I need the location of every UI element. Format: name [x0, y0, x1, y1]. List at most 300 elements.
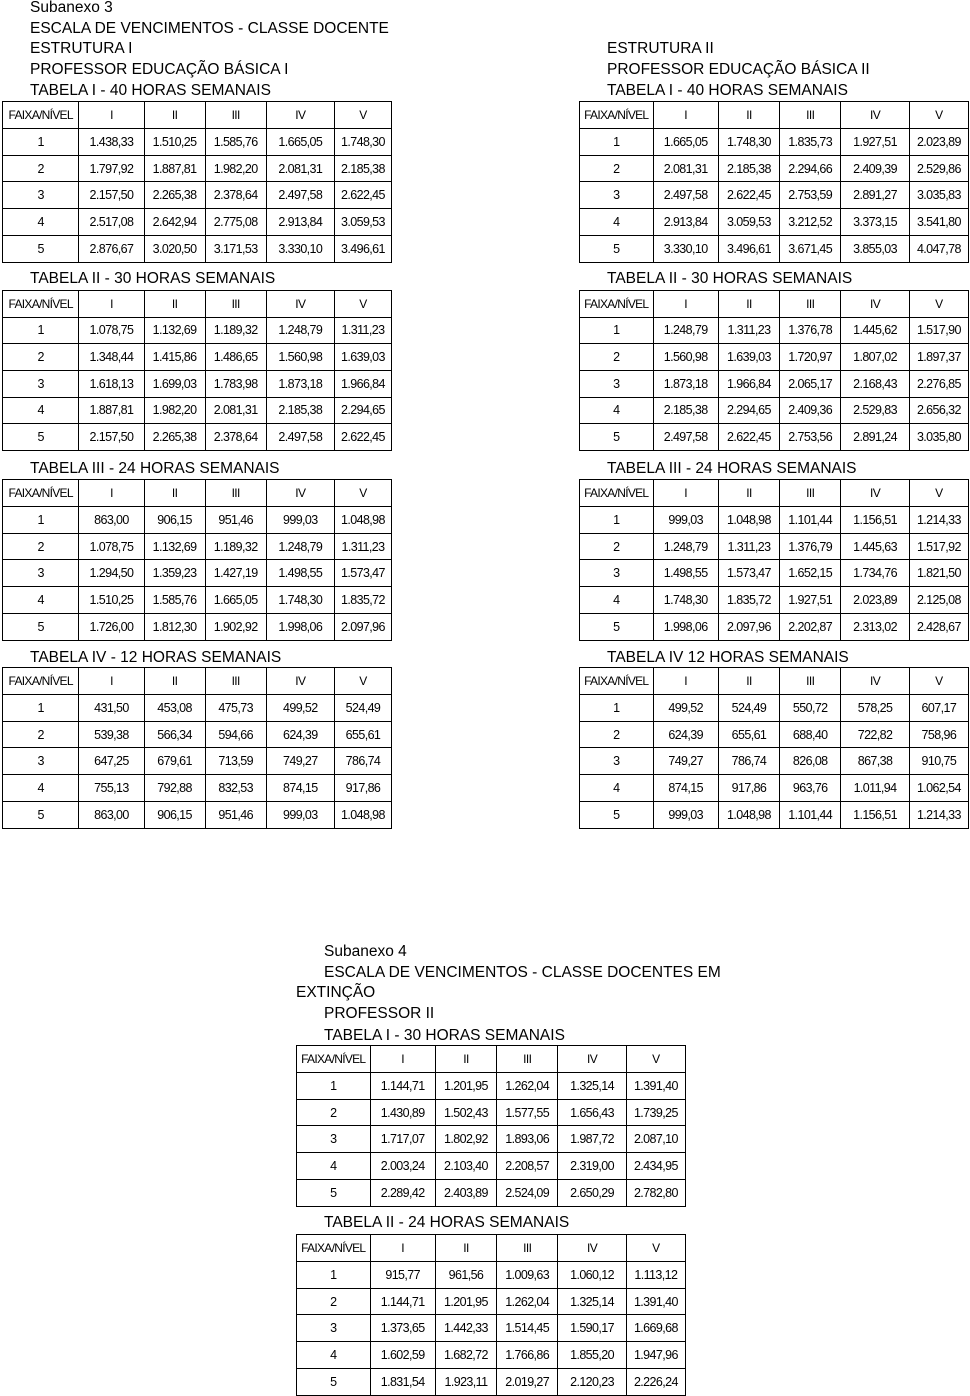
- salary-value-cell: 1.101,44: [780, 802, 841, 829]
- salary-value-cell: 1.445,62: [841, 317, 909, 344]
- salary-value-cell: 1.726,00: [79, 614, 144, 641]
- column-header-level: II: [718, 291, 779, 318]
- salary-value-cell: 999,03: [266, 802, 334, 829]
- table-header-row: [297, 1235, 686, 1262]
- salary-table: [2, 667, 392, 829]
- table-row: [580, 424, 969, 451]
- table-header-row: [3, 291, 392, 318]
- table-row: [580, 721, 969, 748]
- column-header-level: V: [909, 102, 968, 129]
- salary-value-cell: 2.087,10: [626, 1126, 685, 1153]
- column-header-level: I: [79, 668, 144, 695]
- salary-value-cell: 917,86: [334, 775, 391, 802]
- salary-value-cell: 1.998,06: [266, 614, 334, 641]
- salary-value-cell: 1.156,51: [841, 802, 909, 829]
- salary-table-grid: [579, 101, 969, 263]
- column-header-level: V: [334, 480, 391, 507]
- column-header-level: II: [718, 480, 779, 507]
- salary-value-cell: 3.330,10: [266, 236, 334, 263]
- row-label-faixa: 2: [580, 155, 654, 182]
- row-label-faixa: 4: [3, 775, 79, 802]
- salary-value-cell: 539,38: [79, 721, 144, 748]
- column-header-level: II: [144, 668, 205, 695]
- table-caption: TABELA II - 30 HORAS SEMANAIS: [607, 270, 853, 287]
- salary-value-cell: 2.656,32: [909, 397, 968, 424]
- salary-value-cell: 1.699,03: [144, 370, 205, 397]
- salary-value-cell: 915,77: [370, 1261, 435, 1288]
- salary-table-grid: [2, 290, 392, 451]
- row-label-faixa: 5: [297, 1369, 371, 1396]
- salary-value-cell: 1.048,98: [718, 506, 779, 533]
- column-header-level: IV: [841, 668, 909, 695]
- table-row: [580, 182, 969, 209]
- salary-value-cell: 1.831,54: [370, 1369, 435, 1396]
- salary-table: [2, 479, 392, 641]
- salary-value-cell: 2.157,50: [79, 182, 144, 209]
- salary-value-cell: 2.265,38: [144, 182, 205, 209]
- salary-value-cell: 1.665,05: [205, 587, 266, 614]
- salary-value-cell: 3.541,80: [909, 209, 968, 236]
- salary-value-cell: 1.573,47: [334, 560, 391, 587]
- salary-value-cell: 2.019,27: [497, 1369, 558, 1396]
- column-header-level: V: [626, 1235, 685, 1262]
- salary-value-cell: 2.185,38: [718, 155, 779, 182]
- table-row: [580, 317, 969, 344]
- row-label-faixa: 1: [297, 1072, 371, 1099]
- salary-value-cell: 2.294,66: [780, 155, 841, 182]
- salary-value-cell: 624,39: [266, 721, 334, 748]
- salary-value-cell: 2.081,31: [266, 155, 334, 182]
- salary-value-cell: 1.391,40: [626, 1072, 685, 1099]
- column-header-level: V: [334, 668, 391, 695]
- row-label-faixa: 3: [297, 1126, 371, 1153]
- salary-value-cell: 1.652,15: [780, 560, 841, 587]
- salary-value-cell: 566,34: [144, 721, 205, 748]
- salary-value-cell: 999,03: [653, 506, 718, 533]
- salary-value-cell: 2.403,89: [435, 1180, 496, 1207]
- salary-table: [579, 101, 969, 263]
- row-label-faixa: 1: [580, 694, 654, 721]
- salary-value-cell: 624,39: [653, 721, 718, 748]
- salary-value-cell: 2.913,84: [266, 209, 334, 236]
- column-header-level: I: [370, 1046, 435, 1073]
- column-header-level: V: [334, 102, 391, 129]
- salary-value-cell: 1.766,86: [497, 1342, 558, 1369]
- table-row: [3, 317, 392, 344]
- row-label-faixa: 4: [3, 397, 79, 424]
- row-label-faixa: 5: [580, 236, 654, 263]
- salary-value-cell: 1.294,50: [79, 560, 144, 587]
- salary-value-cell: 1.048,98: [334, 506, 391, 533]
- row-label-faixa: 1: [3, 128, 79, 155]
- salary-value-cell: 951,46: [205, 802, 266, 829]
- salary-value-cell: 3.059,53: [334, 209, 391, 236]
- subanexo3-title: Subanexo 3: [30, 0, 113, 16]
- column-header-level: IV: [841, 480, 909, 507]
- salary-value-cell: 1.156,51: [841, 506, 909, 533]
- table-row: [297, 1180, 686, 1207]
- salary-value-cell: 2.642,94: [144, 209, 205, 236]
- table-row: [297, 1072, 686, 1099]
- column-header-level: I: [79, 291, 144, 318]
- salary-value-cell: 3.020,50: [144, 236, 205, 263]
- column-header-level: IV: [558, 1235, 626, 1262]
- salary-value-cell: 961,56: [435, 1261, 496, 1288]
- salary-value-cell: 2.065,17: [780, 370, 841, 397]
- salary-value-cell: 1.982,20: [144, 397, 205, 424]
- table-row: [580, 775, 969, 802]
- salary-value-cell: 1.618,13: [79, 370, 144, 397]
- salary-value-cell: 4.047,78: [909, 236, 968, 263]
- salary-value-cell: 1.214,33: [909, 506, 968, 533]
- salary-value-cell: 1.966,84: [334, 370, 391, 397]
- row-label-faixa: 2: [297, 1288, 371, 1315]
- salary-value-cell: 1.359,23: [144, 560, 205, 587]
- salary-value-cell: 1.214,33: [909, 802, 968, 829]
- salary-value-cell: 2.265,38: [144, 424, 205, 451]
- table-caption: TABELA III - 24 HORAS SEMANAIS: [607, 460, 857, 477]
- salary-value-cell: 867,38: [841, 748, 909, 775]
- salary-value-cell: 3.212,52: [780, 209, 841, 236]
- salary-value-cell: 792,88: [144, 775, 205, 802]
- salary-value-cell: 1.560,98: [653, 344, 718, 371]
- salary-value-cell: 2.913,84: [653, 209, 718, 236]
- salary-table-grid: [2, 479, 392, 641]
- salary-value-cell: 863,00: [79, 802, 144, 829]
- salary-value-cell: 2.891,24: [841, 424, 909, 451]
- table-row: [580, 128, 969, 155]
- salary-value-cell: 749,27: [653, 748, 718, 775]
- salary-value-cell: 1.376,79: [780, 533, 841, 560]
- salary-table: [579, 479, 969, 641]
- salary-value-cell: 2.775,08: [205, 209, 266, 236]
- column-header-level: V: [909, 668, 968, 695]
- salary-value-cell: 1.078,75: [79, 533, 144, 560]
- salary-value-cell: 713,59: [205, 748, 266, 775]
- table-header-row: [580, 102, 969, 129]
- salary-value-cell: 3.330,10: [653, 236, 718, 263]
- salary-value-cell: 2.276,85: [909, 370, 968, 397]
- salary-value-cell: 2.891,27: [841, 182, 909, 209]
- row-label-faixa: 3: [3, 182, 79, 209]
- row-label-faixa: 3: [580, 182, 654, 209]
- row-label-faixa: 4: [580, 397, 654, 424]
- column-header-level: II: [435, 1046, 496, 1073]
- subanexo3-subtitle: ESCALA DE VENCIMENTOS - CLASSE DOCENTE: [30, 19, 389, 37]
- salary-value-cell: 906,15: [144, 506, 205, 533]
- salary-value-cell: 2.097,96: [718, 614, 779, 641]
- salary-value-cell: 786,74: [334, 748, 391, 775]
- salary-value-cell: 1.132,69: [144, 533, 205, 560]
- table-row: [297, 1288, 686, 1315]
- table-header-row: [3, 480, 392, 507]
- salary-value-cell: 874,15: [266, 775, 334, 802]
- column-header-level: IV: [841, 102, 909, 129]
- row-label-faixa: 4: [580, 209, 654, 236]
- row-label-faixa: 3: [3, 370, 79, 397]
- salary-value-cell: 688,40: [780, 721, 841, 748]
- table-row: [3, 802, 392, 829]
- table-caption: TABELA II - 30 HORAS SEMANAIS: [30, 270, 276, 287]
- table-header-row: [580, 668, 969, 695]
- column-header-level: III: [780, 102, 841, 129]
- row-label-faixa: 4: [580, 587, 654, 614]
- table-row: [3, 209, 392, 236]
- salary-value-cell: 1.665,05: [266, 128, 334, 155]
- table-row: [580, 560, 969, 587]
- column-header-level: III: [497, 1235, 558, 1262]
- salary-value-cell: 2.497,58: [653, 424, 718, 451]
- salary-value-cell: 3.373,15: [841, 209, 909, 236]
- table-row: [3, 370, 392, 397]
- row-label-faixa: 5: [3, 614, 79, 641]
- table-row: [3, 775, 392, 802]
- salary-value-cell: 1.189,32: [205, 317, 266, 344]
- salary-value-cell: 655,61: [334, 721, 391, 748]
- salary-value-cell: 1.748,30: [653, 587, 718, 614]
- salary-table: [296, 1045, 686, 1207]
- salary-value-cell: 1.797,92: [79, 155, 144, 182]
- table-row: [580, 236, 969, 263]
- salary-value-cell: 951,46: [205, 506, 266, 533]
- subanexo4-header: [296, 942, 721, 1024]
- column-header-level: II: [718, 102, 779, 129]
- column-header-level: IV: [266, 291, 334, 318]
- salary-value-cell: 594,66: [205, 721, 266, 748]
- salary-value-cell: 1.248,79: [653, 317, 718, 344]
- table-row: [580, 748, 969, 775]
- table-row: [580, 155, 969, 182]
- column-header-level: II: [435, 1235, 496, 1262]
- row-label-faixa: 1: [3, 506, 79, 533]
- column-header-level: III: [205, 102, 266, 129]
- salary-value-cell: 1.748,30: [334, 128, 391, 155]
- salary-value-cell: 1.348,44: [79, 344, 144, 371]
- row-label-faixa: 2: [3, 155, 79, 182]
- salary-value-cell: 1.048,98: [334, 802, 391, 829]
- table-row: [3, 397, 392, 424]
- salary-value-cell: 755,13: [79, 775, 144, 802]
- column-header-level: III: [205, 668, 266, 695]
- salary-value-cell: 1.807,02: [841, 344, 909, 371]
- salary-value-cell: 1.887,81: [144, 155, 205, 182]
- salary-value-cell: 1.855,20: [558, 1342, 626, 1369]
- salary-value-cell: 1.078,75: [79, 317, 144, 344]
- column-header-level: I: [653, 480, 718, 507]
- salary-value-cell: 2.650,29: [558, 1180, 626, 1207]
- table-row: [580, 694, 969, 721]
- salary-value-cell: 2.378,64: [205, 182, 266, 209]
- salary-table-grid: [296, 1045, 686, 1207]
- column-header-level: IV: [841, 291, 909, 318]
- row-label-faixa: 5: [580, 802, 654, 829]
- salary-value-cell: 1.517,92: [909, 533, 968, 560]
- column-header-level: I: [79, 102, 144, 129]
- column-header-level: III: [497, 1046, 558, 1073]
- salary-value-cell: 1.585,76: [205, 128, 266, 155]
- salary-table-grid: [2, 667, 392, 829]
- table-row: [580, 614, 969, 641]
- row-label-faixa: 2: [3, 344, 79, 371]
- subanexo4-subtitle-cont: EXTINÇÃO: [296, 984, 376, 1001]
- column-header-level: II: [718, 668, 779, 695]
- salary-value-cell: 1.873,18: [266, 370, 334, 397]
- table-row: [297, 1342, 686, 1369]
- subanexo3-header: [30, 0, 389, 80]
- salary-value-cell: 2.185,38: [334, 155, 391, 182]
- row-label-faixa: 2: [297, 1099, 371, 1126]
- table-row: [3, 155, 392, 182]
- salary-value-cell: 2.409,39: [841, 155, 909, 182]
- salary-value-cell: 524,49: [718, 694, 779, 721]
- salary-value-cell: 2.529,83: [841, 397, 909, 424]
- table-row: [580, 370, 969, 397]
- salary-value-cell: 3.035,80: [909, 424, 968, 451]
- salary-value-cell: 1.947,96: [626, 1342, 685, 1369]
- salary-value-cell: 906,15: [144, 802, 205, 829]
- column-header-faixa-nivel: FAIXA/NÍVEL: [580, 291, 654, 318]
- salary-value-cell: 1.060,12: [558, 1261, 626, 1288]
- salary-table: [579, 290, 969, 451]
- salary-value-cell: 1.748,30: [266, 587, 334, 614]
- salary-value-cell: 1.311,23: [334, 533, 391, 560]
- salary-value-cell: 874,15: [653, 775, 718, 802]
- salary-value-cell: 2.103,40: [435, 1153, 496, 1180]
- row-label-faixa: 5: [3, 802, 79, 829]
- salary-value-cell: 2.208,57: [497, 1153, 558, 1180]
- table-header-row: [297, 1046, 686, 1073]
- salary-value-cell: 1.783,98: [205, 370, 266, 397]
- salary-value-cell: 679,61: [144, 748, 205, 775]
- column-header-level: III: [780, 480, 841, 507]
- salary-value-cell: 1.248,79: [266, 317, 334, 344]
- salary-value-cell: 1.311,23: [334, 317, 391, 344]
- salary-value-cell: 2.497,58: [266, 182, 334, 209]
- salary-value-cell: 1.748,30: [718, 128, 779, 155]
- salary-table-grid: [579, 479, 969, 641]
- salary-value-cell: 1.430,89: [370, 1099, 435, 1126]
- table-row: [580, 397, 969, 424]
- subanexo4-subtitle: ESCALA DE VENCIMENTOS - CLASSE DOCENTES EM: [324, 963, 721, 981]
- subanexo4-professor: PROFESSOR II: [324, 1004, 435, 1022]
- salary-value-cell: 1.262,04: [497, 1072, 558, 1099]
- salary-value-cell: 2.622,45: [718, 424, 779, 451]
- salary-value-cell: 1.577,55: [497, 1099, 558, 1126]
- column-header-level: I: [370, 1235, 435, 1262]
- table-row: [580, 587, 969, 614]
- row-label-faixa: 3: [580, 560, 654, 587]
- salary-value-cell: 3.496,61: [718, 236, 779, 263]
- salary-value-cell: 1.665,05: [653, 128, 718, 155]
- salary-value-cell: 1.415,86: [144, 344, 205, 371]
- salary-value-cell: 758,96: [909, 721, 968, 748]
- column-header-faixa-nivel: FAIXA/NÍVEL: [580, 102, 654, 129]
- table-row: [3, 587, 392, 614]
- row-label-faixa: 3: [297, 1315, 371, 1342]
- salary-value-cell: 910,75: [909, 748, 968, 775]
- salary-value-cell: 1.987,72: [558, 1126, 626, 1153]
- row-label-faixa: 5: [297, 1180, 371, 1207]
- salary-value-cell: 1.101,44: [780, 506, 841, 533]
- salary-value-cell: 1.510,25: [144, 128, 205, 155]
- salary-table-grid: [2, 101, 392, 263]
- row-label-faixa: 3: [3, 748, 79, 775]
- salary-value-cell: 1.011,94: [841, 775, 909, 802]
- salary-value-cell: 1.734,76: [841, 560, 909, 587]
- salary-value-cell: 749,27: [266, 748, 334, 775]
- row-label-faixa: 1: [297, 1261, 371, 1288]
- row-label-faixa: 2: [3, 721, 79, 748]
- column-header-level: V: [909, 291, 968, 318]
- estrutura2-professor: PROFESSOR EDUCAÇÃO BÁSICA II: [607, 60, 870, 78]
- column-header-faixa-nivel: FAIXA/NÍVEL: [580, 480, 654, 507]
- salary-value-cell: 2.185,38: [653, 397, 718, 424]
- salary-value-cell: 655,61: [718, 721, 779, 748]
- salary-value-cell: 453,08: [144, 694, 205, 721]
- row-label-faixa: 4: [297, 1342, 371, 1369]
- column-header-level: III: [780, 291, 841, 318]
- salary-value-cell: 1.602,59: [370, 1342, 435, 1369]
- column-header-level: V: [626, 1046, 685, 1073]
- salary-value-cell: 1.902,92: [205, 614, 266, 641]
- salary-value-cell: 2.023,89: [909, 128, 968, 155]
- salary-value-cell: 963,76: [780, 775, 841, 802]
- column-header-level: II: [144, 102, 205, 129]
- table-row: [3, 748, 392, 775]
- salary-value-cell: 1.262,04: [497, 1288, 558, 1315]
- salary-table: [2, 101, 392, 263]
- salary-value-cell: 2.294,65: [334, 397, 391, 424]
- salary-value-cell: 1.573,47: [718, 560, 779, 587]
- table-caption: TABELA IV - 12 HORAS SEMANAIS: [30, 649, 282, 666]
- salary-value-cell: 2.378,64: [205, 424, 266, 451]
- salary-value-cell: 1.514,45: [497, 1315, 558, 1342]
- table-row: [3, 128, 392, 155]
- salary-value-cell: 1.442,33: [435, 1315, 496, 1342]
- salary-value-cell: 1.325,14: [558, 1288, 626, 1315]
- row-label-faixa: 5: [3, 236, 79, 263]
- table-row: [580, 533, 969, 560]
- table-caption: TABELA I - 40 HORAS SEMANAIS: [607, 82, 848, 99]
- salary-value-cell: 1.560,98: [266, 344, 334, 371]
- salary-value-cell: 1.802,92: [435, 1126, 496, 1153]
- salary-value-cell: 2.294,65: [718, 397, 779, 424]
- row-label-faixa: 4: [3, 209, 79, 236]
- salary-value-cell: 1.982,20: [205, 155, 266, 182]
- salary-value-cell: 2.168,43: [841, 370, 909, 397]
- column-header-level: III: [205, 291, 266, 318]
- column-header-level: I: [653, 668, 718, 695]
- salary-value-cell: 2.003,24: [370, 1153, 435, 1180]
- row-label-faixa: 2: [580, 344, 654, 371]
- salary-value-cell: 2.319,00: [558, 1153, 626, 1180]
- salary-value-cell: 1.486,65: [205, 344, 266, 371]
- estrutura1-title: ESTRUTURA I: [30, 40, 133, 57]
- table-row: [3, 721, 392, 748]
- salary-value-cell: 2.226,24: [626, 1369, 685, 1396]
- table-header-row: [580, 291, 969, 318]
- table-row: [297, 1126, 686, 1153]
- column-header-faixa-nivel: FAIXA/NÍVEL: [3, 291, 79, 318]
- table-caption: TABELA III - 24 HORAS SEMANAIS: [30, 460, 280, 477]
- row-label-faixa: 5: [3, 424, 79, 451]
- table-row: [297, 1369, 686, 1396]
- salary-value-cell: 1.498,55: [653, 560, 718, 587]
- table-caption: TABELA IV 12 HORAS SEMANAIS: [607, 649, 849, 666]
- column-header-level: IV: [558, 1046, 626, 1073]
- salary-value-cell: 1.821,50: [909, 560, 968, 587]
- row-label-faixa: 3: [580, 748, 654, 775]
